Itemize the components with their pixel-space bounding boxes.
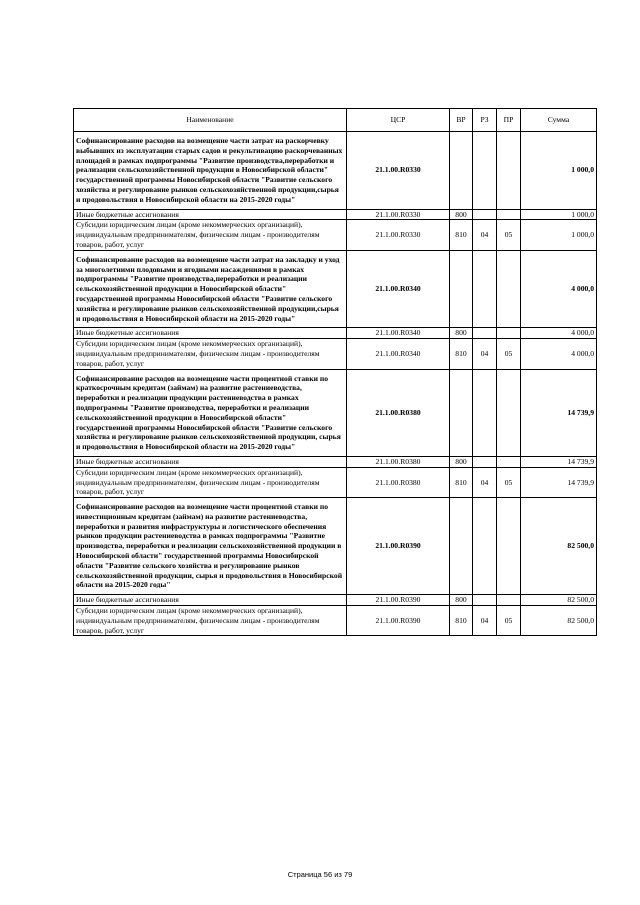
- cell-pr: 05: [497, 467, 521, 497]
- cell-rz: 04: [473, 606, 497, 636]
- cell-name: Софинансирование расходов на возмещение части процентной ставки по краткосрочным кредитам (займам) на развитие растениеводства, переработки и реализации продукции растениеводства в рамках подпрограммы "Развитие производства, переработки и реализации сельскохозяйственной продукции в Новосибирской области" государственной программы Новосибирской области "Развитие сельского хозяйства и регулирование рынков сельскохозяйственной продукции, сырья и продовольствия в Новосибирской области на 2015-2020 годы": [74, 369, 347, 456]
- cell-vr: [450, 498, 473, 595]
- cell-csr: 21.1.00.R0380: [347, 467, 450, 497]
- table-row-program: [74, 132, 597, 210]
- cell-sum: 1 000,0: [521, 132, 597, 210]
- page-number: Страница 56 из 79: [287, 870, 353, 879]
- cell-name: Субсидии юридическим лицам (кроме некоммерческих организаций), индивидуальным предпринимателям, физическим лицам - производителям товаров, работ, услуг: [74, 606, 347, 636]
- cell-rz: [473, 209, 497, 220]
- cell-pr: [497, 456, 521, 467]
- cell-sum: 82 500,0: [521, 606, 597, 636]
- cell-rz: [473, 595, 497, 606]
- cell-sum: 4 000,0: [521, 339, 597, 369]
- table-row: [74, 467, 597, 497]
- cell-vr: 800: [450, 595, 473, 606]
- cell-csr: 21.1.00.R0380: [347, 456, 450, 467]
- cell-rz: [473, 456, 497, 467]
- cell-vr: 810: [450, 220, 473, 250]
- cell-name: Иные бюджетные ассигнования: [74, 456, 347, 467]
- cell-rz: [473, 369, 497, 456]
- cell-name: Субсидии юридическим лицам (кроме некоммерческих организаций), индивидуальным предпринимателям, физическим лицам - производителям товаров, работ, услуг: [74, 467, 347, 497]
- cell-rz: 04: [473, 339, 497, 369]
- cell-vr: 800: [450, 456, 473, 467]
- cell-name: Субсидии юридическим лицам (кроме некоммерческих организаций), индивидуальным предпринимателям, физическим лицам - производителям товаров, работ, услуг: [74, 339, 347, 369]
- cell-csr: 21.1.00.R0380: [347, 369, 450, 456]
- cell-name: Иные бюджетные ассигнования: [74, 595, 347, 606]
- cell-csr: 21.1.00.R0330: [347, 132, 450, 210]
- cell-sum: 82 500,0: [521, 595, 597, 606]
- cell-csr: 21.1.00.R0340: [347, 328, 450, 339]
- cell-vr: 810: [450, 606, 473, 636]
- table-row: [74, 456, 597, 467]
- cell-sum: 1 000,0: [521, 209, 597, 220]
- cell-csr: 21.1.00.R0390: [347, 606, 450, 636]
- cell-csr: 21.1.00.R0340: [347, 250, 450, 328]
- cell-sum: 1 000,0: [521, 220, 597, 250]
- cell-rz: [473, 132, 497, 210]
- header-csr: ЦСР: [347, 109, 450, 132]
- cell-rz: [473, 328, 497, 339]
- table-row: [74, 606, 597, 636]
- cell-vr: 810: [450, 467, 473, 497]
- cell-sum: 14 739,9: [521, 369, 597, 456]
- table-row-program: [74, 250, 597, 328]
- cell-name: Софинансирование расходов на возмещение части затрат на раскорчевку выбывших из эксплуатации старых садов и рекультивацию раскорчеванных площадей в рамках подпрограммы "Развитие производства,переработки и реализации сельскохозяйственной продукции в Новосибирской области" государственной программы Новосибирской области "Развитие сельского хозяйства и регулирование рынков сельскохозяйственной продукции,сырья и продовольствия в Новосибирской области на 2015-2020 годы": [74, 132, 347, 210]
- cell-vr: [450, 369, 473, 456]
- cell-pr: [497, 250, 521, 328]
- cell-vr: 810: [450, 339, 473, 369]
- cell-csr: 21.1.00.R0390: [347, 498, 450, 595]
- cell-pr: [497, 369, 521, 456]
- cell-pr: [497, 498, 521, 595]
- table-row-program: [74, 498, 597, 595]
- header-pr: ПР: [497, 109, 521, 132]
- cell-csr: 21.1.00.R0390: [347, 595, 450, 606]
- cell-pr: [497, 595, 521, 606]
- cell-vr: [450, 250, 473, 328]
- cell-name: Софинансирование расходов на возмещение части затрат на закладку и уход за многолетними плодовыми и ягодными насаждениями в рамках подпрограммы "Развитие производства,переработки и реализации сельскохозяйственной продукции в Новосибирской области" государственной программы Новосибирской области "Развитие сельского хозяйства и регулирование рынков сельскохозяйственной продукции,сырья и продовольствия в Новосибирской области на 2015-2020 годы": [74, 250, 347, 328]
- budget-table: [73, 108, 597, 636]
- cell-rz: 04: [473, 467, 497, 497]
- table-row: [74, 595, 597, 606]
- cell-name: Иные бюджетные ассигнования: [74, 209, 347, 220]
- cell-pr: [497, 132, 521, 210]
- header-vr: ВР: [450, 109, 473, 132]
- cell-vr: [450, 132, 473, 210]
- cell-sum: 82 500,0: [521, 498, 597, 595]
- header-name: Наименование: [74, 109, 347, 132]
- cell-pr: [497, 209, 521, 220]
- cell-vr: 800: [450, 328, 473, 339]
- cell-sum: 4 000,0: [521, 328, 597, 339]
- cell-pr: 05: [497, 606, 521, 636]
- cell-name: Иные бюджетные ассигнования: [74, 328, 347, 339]
- cell-pr: 05: [497, 220, 521, 250]
- cell-rz: [473, 250, 497, 328]
- cell-rz: 04: [473, 220, 497, 250]
- table-row: [74, 328, 597, 339]
- table-row: [74, 220, 597, 250]
- cell-pr: [497, 328, 521, 339]
- table-header-row: [74, 109, 597, 132]
- cell-rz: [473, 498, 497, 595]
- table-row: [74, 209, 597, 220]
- cell-sum: 4 000,0: [521, 250, 597, 328]
- header-sum: Сумма: [521, 109, 597, 132]
- cell-vr: 800: [450, 209, 473, 220]
- cell-name: Субсидии юридическим лицам (кроме некоммерческих организаций), индивидуальным предпринимателям, физическим лицам - производителям товаров, работ, услуг: [74, 220, 347, 250]
- cell-sum: 14 739,9: [521, 467, 597, 497]
- cell-sum: 14 739,9: [521, 456, 597, 467]
- cell-name: Софинансирование расходов на возмещение части процентной ставки по инвестиционным кредитам (займам) на развитие растениеводства, переработки и развития инфраструктуры и логистического обеспечения рынков продукции растениеводства в рамках подпрограммы "Развитие производства, переработки и реализации сельскохозяйственной продукции в Новосибирской области" государственной программы Новосибирской области "Развитие сельского хозяйства и регулирование рынков сельскохозяйственной продукции, сырья и продовольствия в Новосибирской области на 2015-2020 годы": [74, 498, 347, 595]
- cell-csr: 21.1.00.R0330: [347, 209, 450, 220]
- cell-csr: 21.1.00.R0340: [347, 339, 450, 369]
- header-rz: РЗ: [473, 109, 497, 132]
- table-row-program: [74, 369, 597, 456]
- table-row: [74, 339, 597, 369]
- cell-pr: 05: [497, 339, 521, 369]
- cell-csr: 21.1.00.R0330: [347, 220, 450, 250]
